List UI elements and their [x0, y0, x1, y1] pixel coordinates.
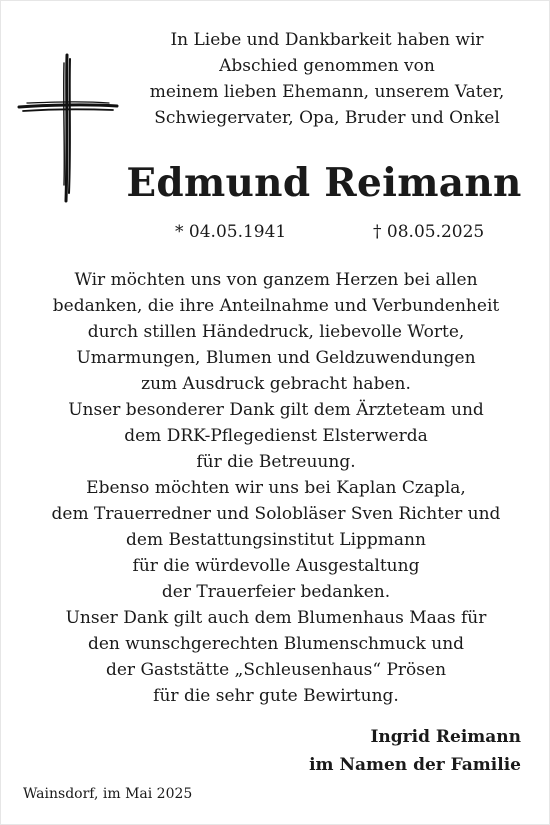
place-and-date: Wainsdorf, im Mai 2025	[23, 786, 193, 802]
intro-line: Schwiegervater, Opa, Bruder und Onkel	[154, 108, 500, 128]
birth-date: * 04.05.1941	[175, 222, 287, 242]
thanks-line: Ebenso möchten wir uns bei Kaplan Czapla,	[86, 478, 466, 498]
thanks-line: den wunschgerechten Blumenschmuck und	[87, 634, 465, 654]
deceased-name: Edmund Reimann	[126, 160, 522, 206]
thanks-line: dem DRK-Pflegedienst Elsterwerda	[124, 426, 428, 446]
thanks-line: der Gaststätte „Schleusenhaus“ Prösen	[105, 660, 447, 680]
intro-text	[127, 27, 527, 131]
intro-line: meinem lieben Ehemann, unserem Vater,	[149, 82, 505, 102]
thanks-line: der Trauerfeier bedanken.	[161, 582, 391, 602]
signature-name: Ingrid Reimann	[370, 727, 521, 747]
thanks-line: für die würdevolle Ausgestaltung	[132, 556, 420, 576]
thanks-line: bedanken, die ihre Anteilnahme und Verbundenheit	[52, 296, 500, 316]
thanks-line: Umarmungen, Blumen und Geldzuwendungen	[76, 348, 476, 368]
signature-family: im Namen der Familie	[309, 755, 521, 775]
intro-line: In Liebe und Dankbarkeit haben wir	[170, 30, 484, 50]
thanks-line: Unser Dank gilt auch dem Blumenhaus Maas für	[65, 608, 487, 628]
thanks-line: dem Bestattungsinstitut Lippmann	[126, 530, 426, 550]
thanks-line: durch stillen Händedruck, liebevolle Worte,	[87, 322, 465, 342]
thanks-text	[11, 267, 541, 709]
cross-icon	[17, 53, 119, 203]
thanks-line: Wir möchten uns von ganzem Herzen bei allen	[74, 270, 478, 290]
death-date: † 08.05.2025	[373, 222, 485, 242]
thanks-line: Unser besonderer Dank gilt dem Ärzteteam und	[68, 400, 484, 420]
thanks-line: für die sehr gute Bewirtung.	[153, 686, 399, 706]
intro-line: Abschied genommen von	[219, 56, 435, 76]
thanks-line: zum Ausdruck gebracht haben.	[141, 374, 411, 394]
thanks-line: für die Betreuung.	[196, 452, 356, 472]
signature	[309, 723, 521, 779]
thanks-line: dem Trauerredner und Solobläser Sven Richter und	[51, 504, 501, 524]
